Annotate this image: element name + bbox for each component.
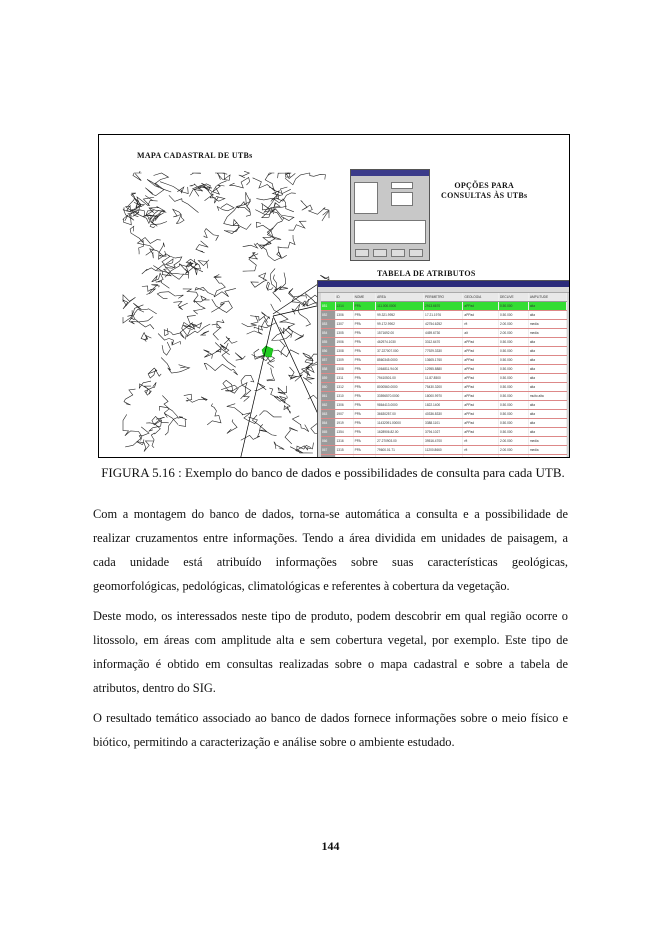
row-number[interactable]: 867 [321, 446, 335, 455]
row-number[interactable]: 861 [321, 392, 335, 401]
table-cell[interactable]: 1571692.00 [376, 329, 424, 338]
table-cell[interactable]: 462974.1030 [376, 338, 424, 347]
attribute-table [321, 293, 567, 458]
table-cell[interactable]: 1907 [335, 410, 353, 419]
table-cell[interactable]: 1310 [335, 392, 353, 401]
table-cell[interactable] [463, 455, 499, 459]
table-cell[interactable]: 0.50.000 [498, 401, 528, 410]
table-cell[interactable]: aPPad [463, 365, 499, 374]
table-cell[interactable]: 17.21.1976 [424, 311, 463, 320]
table-cell[interactable]: alta [528, 365, 566, 374]
paragraph-1: Com a montagem do banco de dados, torna-se automática a consulta e a possibilidade de realizar cruzamentos entre informações. Tendo a área dividida em unidades de paisagem, a cada unidade está atribuído informações sobre suas características geológicas, geomorfológicas, pedológicas, climatológicas e referentes à cobertura da vegetação. [93, 507, 568, 593]
table-cell[interactable]: PPA [353, 419, 376, 428]
table-row[interactable] [321, 329, 567, 338]
table-cell[interactable]: 2.00.000 [498, 446, 528, 455]
table-cell[interactable]: 12955.8880 [424, 365, 463, 374]
column-header[interactable]: ID [335, 293, 353, 302]
table-row[interactable] [321, 446, 567, 455]
table-cell[interactable] [353, 455, 376, 459]
options-label-line-2: CONSULTAS ÀS UTBs [441, 191, 528, 200]
table-cell[interactable]: alta [528, 419, 566, 428]
table-cell[interactable]: 13605.1760 [424, 356, 463, 365]
table-cell[interactable]: media [528, 329, 566, 338]
table-cell[interactable]: aPPad [463, 356, 499, 365]
table-cell[interactable]: 11432091.00000 [376, 419, 424, 428]
table-cell[interactable]: 2913.6670 [424, 302, 463, 311]
row-number[interactable]: 852 [321, 311, 335, 320]
query-options-dialog [350, 169, 430, 261]
table-cell[interactable]: 39516.4700 [424, 437, 463, 446]
table-cell[interactable]: 1316 [335, 437, 353, 446]
table-cell[interactable]: alt [463, 329, 499, 338]
table-cell[interactable]: PPA [353, 392, 376, 401]
row-number[interactable]: 851 [321, 302, 335, 311]
table-cell[interactable] [498, 455, 528, 459]
table-cell[interactable]: 77929.3330 [424, 347, 463, 356]
table-cell[interactable]: 27.270903.00 [376, 437, 424, 446]
table-cell[interactable]: 3312.6470 [424, 338, 463, 347]
table-row[interactable] [321, 302, 567, 311]
page-number: 144 [321, 839, 340, 853]
table-cell[interactable]: 1306 [335, 311, 353, 320]
table-cell[interactable]: 1306 [335, 401, 353, 410]
row-number[interactable] [321, 455, 335, 459]
table-cell[interactable]: aPPad [463, 302, 499, 311]
table-row[interactable] [321, 392, 567, 401]
column-header[interactable]: AMPLITUDE [528, 293, 566, 302]
table-cell[interactable]: 0.50.000 [498, 428, 528, 437]
column-header[interactable]: GEOLOGIA [463, 293, 499, 302]
table-cell[interactable]: alta [528, 410, 566, 419]
column-header[interactable]: DECLIVE [498, 293, 528, 302]
value-list[interactable] [391, 192, 413, 206]
table-cell[interactable]: alta [528, 383, 566, 392]
table-cell[interactable]: aPPad [463, 419, 499, 428]
table-cell[interactable]: alta [528, 311, 566, 320]
table-cell[interactable]: 0.50.000 [498, 374, 528, 383]
table-cell[interactable]: alta [528, 428, 566, 437]
row-number[interactable]: 853 [321, 320, 335, 329]
table-cell[interactable]: 11200.8660 [424, 446, 463, 455]
table-label: TABELA DE ATRIBUTOS [377, 269, 476, 278]
table-cell[interactable]: 75430.3200 [424, 383, 463, 392]
table-cell[interactable]: aPPad [463, 311, 499, 320]
table-row[interactable] [321, 455, 567, 459]
dialog-button-4[interactable] [409, 249, 423, 257]
table-cell[interactable]: rft [463, 320, 499, 329]
table-cell[interactable]: 99.172.9902 [376, 320, 424, 329]
row-number[interactable]: 859 [321, 374, 335, 383]
table-cell[interactable]: aPPad [463, 347, 499, 356]
table-cell[interactable]: alta [528, 302, 566, 311]
table-cell[interactable]: 36630257.00 [376, 410, 424, 419]
table-cell[interactable]: PPA [353, 446, 376, 455]
table-cell[interactable]: 8560345.0000 [376, 356, 424, 365]
table-row[interactable] [321, 428, 567, 437]
row-number[interactable]: 858 [321, 365, 335, 374]
table-cell[interactable]: 0.50.000 [498, 392, 528, 401]
table-cell[interactable]: 1906 [335, 338, 353, 347]
table-cell[interactable]: 99.321.9952 [376, 311, 424, 320]
table-cell[interactable]: PPA [353, 428, 376, 437]
table-row[interactable] [321, 437, 567, 446]
table-cell[interactable]: 8000560.0000 [376, 383, 424, 392]
table-cell[interactable]: 2.00.000 [498, 437, 528, 446]
table-cell[interactable]: media [528, 437, 566, 446]
row-number[interactable]: 864 [321, 419, 335, 428]
row-number[interactable]: 854 [321, 329, 335, 338]
table-cell[interactable]: 0.50.000 [498, 410, 528, 419]
table-cell[interactable]: 42754.6252 [424, 320, 463, 329]
table-cell[interactable]: 0.50.000 [498, 338, 528, 347]
column-header[interactable]: NOME [353, 293, 376, 302]
table-cell[interactable]: PPA [353, 410, 376, 419]
attribute-table-window [317, 280, 570, 458]
table-cell[interactable]: rft [463, 446, 499, 455]
table-cell[interactable]: aPPad [463, 401, 499, 410]
table-cell[interactable]: 1308 [335, 347, 353, 356]
table-cell[interactable]: 0.50.000 [498, 311, 528, 320]
table-row[interactable] [321, 356, 567, 365]
table-cell[interactable]: PPA [353, 437, 376, 446]
table-cell[interactable]: 1919 [335, 419, 353, 428]
table-cell[interactable]: 79600.01.71 [376, 446, 424, 455]
table-cell[interactable]: 1312 [335, 383, 353, 392]
table-cell[interactable]: aPPad [463, 338, 499, 347]
table-cell[interactable]: 1628906.82.00 [376, 428, 424, 437]
table-cell[interactable]: aPPad [463, 392, 499, 401]
table-cell[interactable]: aPPad [463, 428, 499, 437]
table-cell[interactable]: alta [528, 374, 566, 383]
row-number[interactable]: 855 [321, 338, 335, 347]
row-header-corner [321, 293, 335, 302]
operator-field[interactable] [391, 182, 413, 189]
table-cell[interactable]: PPA [353, 374, 376, 383]
table-row[interactable] [321, 347, 567, 356]
table-row[interactable] [321, 338, 567, 347]
column-header[interactable]: AREA [376, 293, 424, 302]
table-cell[interactable]: 1309 [335, 356, 353, 365]
table-cell[interactable]: muito alta [528, 392, 566, 401]
row-number[interactable]: 857 [321, 356, 335, 365]
row-number[interactable]: 863 [321, 410, 335, 419]
table-cell[interactable]: 4459.6730 [424, 329, 463, 338]
table-cell[interactable]: PPA [353, 338, 376, 347]
table-cell[interactable] [376, 455, 424, 459]
row-number[interactable]: 866 [321, 437, 335, 446]
table-cell[interactable]: PPA [353, 365, 376, 374]
table-cell[interactable]: 33596570.0000 [376, 392, 424, 401]
row-number[interactable]: 865 [321, 428, 335, 437]
table-cell[interactable]: 1305 [335, 329, 353, 338]
figure-panel [98, 134, 570, 458]
table-cell[interactable] [528, 455, 566, 459]
table-cell[interactable]: 1311 [335, 374, 353, 383]
table-cell[interactable]: 1315 [335, 446, 353, 455]
table-row[interactable] [321, 365, 567, 374]
table-cell[interactable]: 9864413.0000 [376, 401, 424, 410]
table-cell[interactable]: 40336.8330 [424, 410, 463, 419]
table-cell[interactable]: alta [528, 356, 566, 365]
table-cell[interactable]: PPA [353, 347, 376, 356]
table-cell[interactable]: rft [463, 437, 499, 446]
table-cell[interactable]: alta [528, 347, 566, 356]
table-row[interactable] [321, 383, 567, 392]
table-cell[interactable]: aPPad [463, 410, 499, 419]
table-cell[interactable]: 1822.1400 [424, 401, 463, 410]
dialog-button-3[interactable] [391, 249, 405, 257]
table-cell[interactable]: PPA [353, 356, 376, 365]
field-list[interactable] [354, 182, 378, 214]
table-cell[interactable]: media [528, 446, 566, 455]
table-row[interactable] [321, 410, 567, 419]
table-row[interactable] [321, 374, 567, 383]
table-cell[interactable]: 1354 [335, 428, 353, 437]
table-cell[interactable]: 3794.1027 [424, 428, 463, 437]
table-row[interactable] [321, 311, 567, 320]
table-cell[interactable]: 2.00.000 [498, 329, 528, 338]
table-cell[interactable]: 0.50.000 [498, 419, 528, 428]
table-cell[interactable]: PPA [353, 311, 376, 320]
table-cell[interactable]: 2.00.000 [498, 320, 528, 329]
query-expression-box[interactable] [354, 220, 426, 244]
table-cell[interactable]: 1064811.94.00 [376, 365, 424, 374]
table-cell[interactable]: 0.50.000 [498, 302, 528, 311]
row-number[interactable]: 862 [321, 401, 335, 410]
table-cell[interactable]: PPA [353, 329, 376, 338]
table-cell[interactable]: PPA [353, 302, 376, 311]
table-cell[interactable]: 1307 [335, 320, 353, 329]
table-cell[interactable] [424, 455, 463, 459]
paragraph-3: O resultado temático associado ao banco de dados fornece informações sobre o meio físico e biótico, permitindo a caracterização e análise sobre o ambiente estudado. [93, 711, 568, 749]
map-label: MAPA CADASTRAL DE UTBs [137, 151, 253, 160]
dialog-button-2[interactable] [373, 249, 387, 257]
table-cell[interactable]: 3388.1101 [424, 419, 463, 428]
table-cell[interactable]: 79410501.00 [376, 374, 424, 383]
table-row[interactable] [321, 401, 567, 410]
table-cell[interactable]: 1308 [335, 365, 353, 374]
table-cell[interactable]: 0.50.000 [498, 347, 528, 356]
figure-caption: FIGURA 5.16 : Exemplo do banco de dados e possibilidades de consulta para cada UTB. [101, 465, 565, 480]
paragraph-2: Deste modo, os interessados neste tipo de produto, podem descobrir em qual região ocorre o litossolo, em áreas com amplitude alta e sem cobertura vegetal, por exemplo. Este tipo de informação é obtido em consultas realizadas sobre o mapa cadastral e sobre a tabela de atributos, dentro do SIG. [93, 609, 568, 695]
dialog-button-1[interactable] [355, 249, 369, 257]
table-cell[interactable]: PPA [353, 320, 376, 329]
table-cell[interactable]: media [528, 320, 566, 329]
dialog-titlebar [351, 170, 429, 176]
row-number[interactable]: 856 [321, 347, 335, 356]
table-cell[interactable]: 11.87.8500 [424, 374, 463, 383]
table-cell[interactable]: aPPad [463, 383, 499, 392]
column-header[interactable]: PERIMETRO [424, 293, 463, 302]
table-cell[interactable]: aPPad [463, 374, 499, 383]
table-cell[interactable]: 0.50.000 [498, 383, 528, 392]
table-row[interactable] [321, 419, 567, 428]
table-cell[interactable]: alta [528, 401, 566, 410]
row-number[interactable]: 860 [321, 383, 335, 392]
options-label-line-1: OPÇÕES PARA [454, 181, 515, 190]
table-cell[interactable]: 37.227007.000 [376, 347, 424, 356]
table-cell[interactable]: 0.50.000 [498, 356, 528, 365]
table-cell[interactable]: PPA [353, 383, 376, 392]
table-cell[interactable] [335, 455, 353, 459]
table-cell[interactable]: 1314 [335, 302, 353, 311]
table-cell[interactable]: 111.000.0000 [376, 302, 424, 311]
table-cell[interactable]: PPA [353, 401, 376, 410]
table-row[interactable] [321, 320, 567, 329]
options-label [441, 181, 527, 201]
table-cell[interactable]: 18000.9970 [424, 392, 463, 401]
table-cell[interactable]: 0.50.000 [498, 365, 528, 374]
table-cell[interactable]: alta [528, 338, 566, 347]
